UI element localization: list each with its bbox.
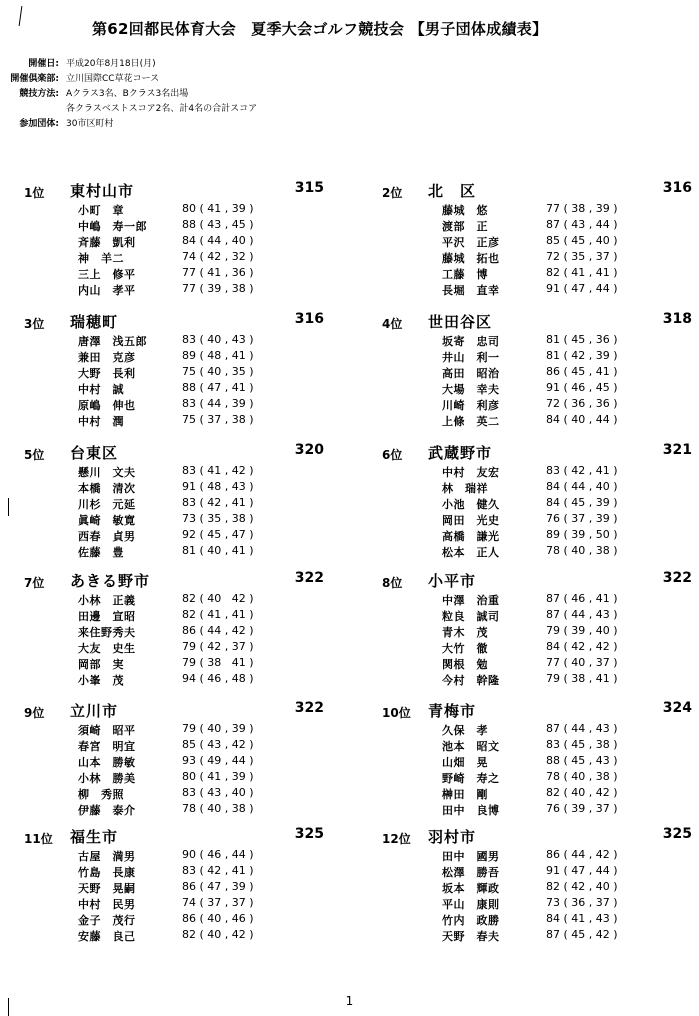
player-row [442, 624, 699, 640]
player-score: 79 ( 38 , 41 ) [546, 672, 618, 685]
player-score: 83 ( 42 , 41 ) [182, 496, 254, 509]
player-row [78, 608, 338, 624]
player-score: 72 ( 35 , 37 ) [546, 250, 618, 263]
player-score: 87 ( 46 , 41 ) [546, 592, 618, 605]
team-rank: 8位 [382, 576, 403, 590]
player-score: 77 ( 40 , 37 ) [546, 656, 618, 669]
player-row [78, 512, 338, 528]
player-row [442, 864, 699, 880]
player-name: 古屋 満男 [78, 850, 136, 863]
player-score: 83 ( 42 , 41 ) [182, 864, 254, 877]
player-row [442, 544, 699, 560]
player-row [442, 592, 699, 608]
player-score: 79 ( 38 41 ) [182, 656, 254, 669]
info-row [0, 101, 699, 116]
player-name: 坂本 輝政 [442, 882, 500, 895]
page-number: 1 [345, 994, 354, 1008]
player-score: 91 ( 46 , 45 ) [546, 381, 618, 394]
player-row [442, 672, 699, 688]
team-name: 北 区 [428, 182, 477, 200]
player-score: 84 ( 41 , 43 ) [546, 912, 618, 925]
team-total-score: 320 [294, 442, 324, 458]
player-score: 82 ( 40 42 ) [182, 592, 254, 605]
player-row [442, 770, 699, 786]
player-score: 81 ( 40 , 41 ) [182, 544, 254, 557]
player-score: 82 ( 41 , 41 ) [182, 608, 254, 621]
player-name: 渡部 正 [442, 220, 488, 233]
player-list [442, 848, 699, 944]
team-name: 武蔵野市 [428, 444, 493, 462]
player-score: 93 ( 49 , 44 ) [182, 754, 254, 767]
team-block [24, 180, 324, 300]
info-row [0, 116, 699, 131]
player-name: 田邊 宣昭 [78, 610, 136, 623]
player-name: 竹内 政勝 [442, 914, 500, 927]
player-score: 84 ( 45 , 39 ) [546, 496, 618, 509]
player-score: 79 ( 42 , 37 ) [182, 640, 254, 653]
player-row [442, 848, 699, 864]
team-rank: 3位 [24, 317, 45, 331]
player-row [78, 864, 338, 880]
player-score: 89 ( 48 , 41 ) [182, 349, 254, 362]
player-score: 86 ( 44 , 42 ) [182, 624, 254, 637]
player-score: 88 ( 45 , 43 ) [546, 754, 618, 767]
player-name: 中村 潤 [78, 415, 124, 428]
player-name: 内山 孝平 [78, 284, 136, 297]
player-row [442, 912, 699, 928]
team-block [24, 570, 324, 690]
player-score: 77 ( 41 , 36 ) [182, 266, 254, 279]
team-total-score: 325 [294, 826, 324, 842]
player-score: 83 ( 43 , 40 ) [182, 786, 254, 799]
player-name: 懸川 文夫 [78, 466, 136, 479]
player-score: 81 ( 45 , 36 ) [546, 333, 618, 346]
player-row [78, 333, 338, 349]
player-name: 大野 長利 [78, 367, 136, 380]
player-name: 高田 昭治 [442, 367, 500, 380]
player-row [78, 928, 338, 944]
player-score: 84 ( 42 , 42 ) [546, 640, 618, 653]
player-row [78, 381, 338, 397]
player-name: 本橋 清次 [78, 482, 136, 495]
team-rank: 4位 [382, 317, 403, 331]
player-score: 85 ( 45 , 40 ) [546, 234, 618, 247]
player-list [78, 722, 338, 818]
player-score: 77 ( 39 , 38 ) [182, 282, 254, 295]
player-name: 三上 修平 [78, 268, 136, 281]
player-score: 82 ( 40 , 42 ) [546, 786, 618, 799]
player-name: 久保 孝 [442, 724, 488, 737]
player-name: 藤城 拓也 [442, 252, 500, 265]
player-list [442, 592, 699, 688]
player-row [78, 464, 338, 480]
team-total-score: 322 [662, 570, 692, 586]
player-score: 86 ( 47 , 39 ) [182, 880, 254, 893]
player-score: 76 ( 39 , 37 ) [546, 802, 618, 815]
team-rank: 1位 [24, 186, 45, 200]
player-score: 86 ( 45 , 41 ) [546, 365, 618, 378]
player-row [442, 365, 699, 381]
player-row [78, 786, 338, 802]
team-rank: 9位 [24, 706, 45, 720]
player-score: 82 ( 40 , 42 ) [182, 928, 254, 941]
team-name: 立川市 [70, 702, 119, 720]
player-name: 大場 幸夫 [442, 383, 500, 396]
player-score: 94 ( 46 , 48 ) [182, 672, 254, 685]
player-list [78, 464, 338, 560]
player-name: 須崎 昭平 [78, 724, 136, 737]
team-rank: 6位 [382, 448, 403, 462]
player-score: 83 ( 44 , 39 ) [182, 397, 254, 410]
player-name: 原嶋 伸也 [78, 399, 136, 412]
info-label-participants: 参加団体 : [0, 116, 59, 129]
player-row [78, 496, 338, 512]
player-score: 78 ( 40 , 38 ) [546, 544, 618, 557]
player-score: 89 ( 39 , 50 ) [546, 528, 618, 541]
player-score: 83 ( 40 , 43 ) [182, 333, 254, 346]
player-list [442, 464, 699, 560]
player-list [442, 202, 699, 298]
info-label-club: 開催倶楽部 : [0, 71, 59, 84]
player-name: 藤城 悠 [442, 204, 488, 217]
player-row [78, 672, 338, 688]
info-label-method: 競技方法 : [0, 86, 59, 99]
player-score: 75 ( 37 , 38 ) [182, 413, 254, 426]
player-name: 榊田 剛 [442, 788, 488, 801]
player-score: 80 ( 41 , 39 ) [182, 202, 254, 215]
player-list [78, 592, 338, 688]
player-row [442, 234, 699, 250]
player-row [442, 397, 699, 413]
player-name: 中嶋 寿一郎 [78, 220, 147, 233]
player-score: 81 ( 42 , 39 ) [546, 349, 618, 362]
player-row [78, 880, 338, 896]
player-row [442, 218, 699, 234]
player-score: 78 ( 40 , 38 ) [546, 770, 618, 783]
player-score: 90 ( 46 , 44 ) [182, 848, 254, 861]
player-name: 中澤 治重 [442, 594, 500, 607]
info-value-date: 平成20年8月18日(月) [66, 59, 156, 69]
player-name: 佐藤 豊 [78, 546, 124, 559]
team-rank: 5位 [24, 448, 45, 462]
team-total-score: 318 [662, 311, 692, 327]
player-row [442, 250, 699, 266]
player-row [442, 722, 699, 738]
player-row [442, 333, 699, 349]
player-row [78, 896, 338, 912]
player-name: 川杉 元延 [78, 498, 136, 511]
team-block [382, 570, 692, 690]
player-name: 松澤 勝吾 [442, 866, 500, 879]
player-score: 79 ( 40 , 39 ) [182, 722, 254, 735]
player-score: 92 ( 45 , 47 ) [182, 528, 254, 541]
player-row [78, 480, 338, 496]
player-name: 上條 英二 [442, 415, 500, 428]
player-score: 84 ( 44 , 40 ) [182, 234, 254, 247]
player-row [78, 250, 338, 266]
player-score: 73 ( 35 , 38 ) [182, 512, 254, 525]
player-name: 田中 良博 [442, 804, 500, 817]
player-list [442, 333, 699, 429]
player-name: 小町 章 [78, 204, 124, 217]
player-row [78, 266, 338, 282]
player-row [78, 202, 338, 218]
player-row [78, 397, 338, 413]
player-name: 坂寄 忠司 [442, 335, 500, 348]
player-row [78, 624, 338, 640]
player-name: 西春 貞男 [78, 530, 136, 543]
info-row [0, 56, 699, 71]
player-name: 来住野秀夫 [78, 626, 136, 639]
player-score: 78 ( 40 , 38 ) [182, 802, 254, 815]
player-score: 72 ( 36 , 36 ) [546, 397, 618, 410]
player-row [78, 738, 338, 754]
team-block [24, 311, 324, 431]
player-name: 平山 康則 [442, 898, 500, 911]
player-row [442, 786, 699, 802]
player-score: 88 ( 43 , 45 ) [182, 218, 254, 231]
team-block [24, 700, 324, 820]
player-name: 大竹 徹 [442, 642, 488, 655]
info-row [0, 71, 699, 86]
player-name: 安藤 良己 [78, 930, 136, 943]
player-row [442, 928, 699, 944]
player-row [442, 266, 699, 282]
player-row [78, 544, 338, 560]
team-name: 瑞穂町 [70, 313, 119, 331]
player-name: 高橋 謙光 [442, 530, 500, 543]
player-name: 金子 茂行 [78, 914, 136, 927]
team-total-score: 322 [294, 570, 324, 586]
info-value-method-detail: 各クラスベストスコア2名、計4名の合計スコア [66, 104, 258, 114]
player-name: 長堀 直幸 [442, 284, 500, 297]
player-score: 82 ( 41 , 41 ) [546, 266, 618, 279]
team-name: 福生市 [70, 828, 119, 846]
player-score: 86 ( 44 , 42 ) [546, 848, 618, 861]
player-name: 井山 利一 [442, 351, 500, 364]
player-row [442, 754, 699, 770]
player-row [442, 738, 699, 754]
player-row [442, 880, 699, 896]
player-list [78, 202, 338, 298]
player-name: 中村 民男 [78, 898, 136, 911]
player-row [442, 282, 699, 298]
player-row [442, 656, 699, 672]
player-score: 91 ( 47 , 44 ) [546, 282, 618, 295]
player-row [442, 413, 699, 429]
team-rank: 2位 [382, 186, 403, 200]
player-row [78, 218, 338, 234]
info-value-club: 立川国際CC草花コース [66, 74, 160, 84]
player-score: 74 ( 42 , 32 ) [182, 250, 254, 263]
team-rank: 11位 [24, 832, 53, 846]
info-label-date: 開催日 : [0, 56, 59, 69]
player-row [78, 802, 338, 818]
player-row [442, 464, 699, 480]
player-name: 山畑 晃 [442, 756, 488, 769]
player-name: 小峯 茂 [78, 674, 124, 687]
player-name: 唐澤 浅五郎 [78, 335, 147, 348]
player-score: 77 ( 38 , 39 ) [546, 202, 618, 215]
player-name: 兼田 克彦 [78, 351, 136, 364]
player-score: 91 ( 48 , 43 ) [182, 480, 254, 493]
player-name: 岡部 実 [78, 658, 124, 671]
player-name: 眞崎 敏寛 [78, 514, 136, 527]
player-row [78, 770, 338, 786]
player-name: 山本 勝敏 [78, 756, 136, 769]
player-list [442, 722, 699, 818]
team-total-score: 325 [662, 826, 692, 842]
team-block [24, 442, 324, 562]
player-name: 小林 正義 [78, 594, 136, 607]
player-row [78, 592, 338, 608]
player-score: 88 ( 47 , 41 ) [182, 381, 254, 394]
player-row [78, 848, 338, 864]
player-name: 柳 秀照 [78, 788, 124, 801]
margin-mark [19, 6, 23, 26]
player-row [442, 896, 699, 912]
team-rank: 10位 [382, 706, 411, 720]
player-row [442, 608, 699, 624]
player-name: 伊藤 泰介 [78, 804, 136, 817]
team-total-score: 316 [662, 180, 692, 196]
player-name: 中村 誠 [78, 383, 124, 396]
player-name: 春宮 明宜 [78, 740, 136, 753]
player-list [78, 333, 338, 429]
player-list [78, 848, 338, 944]
team-name: あきる野市 [70, 572, 151, 590]
info-row [0, 86, 699, 101]
player-score: 76 ( 37 , 39 ) [546, 512, 618, 525]
player-name: 工藤 博 [442, 268, 488, 281]
team-total-score: 321 [662, 442, 692, 458]
player-score: 87 ( 44 , 43 ) [546, 608, 618, 621]
team-name: 青梅市 [428, 702, 477, 720]
team-total-score: 315 [294, 180, 324, 196]
team-name: 小平市 [428, 572, 477, 590]
player-name: 小林 勝美 [78, 772, 136, 785]
player-name: 関根 勉 [442, 658, 488, 671]
player-row [442, 349, 699, 365]
team-block [382, 311, 692, 431]
player-name: 神 羊二 [78, 252, 124, 265]
player-score: 73 ( 36 , 37 ) [546, 896, 618, 909]
player-row [442, 640, 699, 656]
player-name: 岡田 光史 [442, 514, 500, 527]
player-score: 87 ( 45 , 42 ) [546, 928, 618, 941]
player-row [78, 349, 338, 365]
player-row [442, 802, 699, 818]
player-row [78, 722, 338, 738]
player-row [442, 528, 699, 544]
player-score: 82 ( 42 , 40 ) [546, 880, 618, 893]
player-name: 天野 春夫 [442, 930, 500, 943]
player-name: 今村 幹隆 [442, 674, 500, 687]
player-score: 83 ( 42 , 41 ) [546, 464, 618, 477]
player-name: 青木 茂 [442, 626, 488, 639]
team-total-score: 322 [294, 700, 324, 716]
player-name: 中村 友宏 [442, 466, 500, 479]
player-score: 87 ( 44 , 43 ) [546, 722, 618, 735]
player-row [442, 480, 699, 496]
player-row [442, 381, 699, 397]
player-score: 74 ( 37 , 37 ) [182, 896, 254, 909]
player-row [78, 234, 338, 250]
player-row [78, 528, 338, 544]
team-name: 世田谷区 [428, 313, 493, 331]
player-name: 天野 晃嗣 [78, 882, 136, 895]
player-score: 79 ( 39 , 40 ) [546, 624, 618, 637]
team-rank: 12位 [382, 832, 411, 846]
player-row [442, 512, 699, 528]
player-name: 池本 昭文 [442, 740, 500, 753]
punch-tick [8, 498, 9, 516]
player-name: 粒良 誠司 [442, 610, 500, 623]
player-score: 91 ( 47 , 44 ) [546, 864, 618, 877]
team-name: 東村山市 [70, 182, 135, 200]
player-name: 野崎 寿之 [442, 772, 500, 785]
player-score: 83 ( 41 , 42 ) [182, 464, 254, 477]
info-value-participants: 30市区町村 [66, 119, 114, 129]
player-name: 小池 健久 [442, 498, 500, 511]
player-name: 田中 國男 [442, 850, 500, 863]
player-name: 林 瑞祥 [442, 482, 488, 495]
player-row [78, 912, 338, 928]
team-block [382, 826, 692, 946]
player-row [78, 640, 338, 656]
player-score: 83 ( 45 , 38 ) [546, 738, 618, 751]
team-name: 台東区 [70, 444, 119, 462]
team-total-score: 316 [294, 311, 324, 327]
team-block [382, 700, 692, 820]
team-block [382, 442, 692, 562]
team-block [24, 826, 324, 946]
player-row [78, 282, 338, 298]
player-name: 大友 史生 [78, 642, 136, 655]
player-score: 85 ( 43 , 42 ) [182, 738, 254, 751]
player-row [78, 365, 338, 381]
player-name: 松本 正人 [442, 546, 500, 559]
player-row [78, 413, 338, 429]
event-info [0, 56, 699, 131]
player-row [78, 656, 338, 672]
team-total-score: 324 [662, 700, 692, 716]
document-title: 第62回都民体育大会 夏季大会ゴルフ競技会 【男子団体成績表】 [92, 20, 548, 38]
team-rank: 7位 [24, 576, 45, 590]
player-row [78, 754, 338, 770]
player-name: 平沢 正彦 [442, 236, 500, 249]
player-score: 75 ( 40 , 35 ) [182, 365, 254, 378]
team-name: 羽村市 [428, 828, 477, 846]
player-score: 87 ( 43 , 44 ) [546, 218, 618, 231]
player-score: 80 ( 41 , 39 ) [182, 770, 254, 783]
player-name: 斉藤 凱利 [78, 236, 136, 249]
player-row [442, 202, 699, 218]
player-row [442, 496, 699, 512]
player-score: 84 ( 44 , 40 ) [546, 480, 618, 493]
player-name: 川崎 利彦 [442, 399, 500, 412]
team-block [382, 180, 692, 300]
player-score: 84 ( 40 , 44 ) [546, 413, 618, 426]
player-score: 86 ( 40 , 46 ) [182, 912, 254, 925]
info-value-method: Aクラス3名、Bクラス3名出場 [66, 89, 189, 99]
player-name: 竹島 長康 [78, 866, 136, 879]
